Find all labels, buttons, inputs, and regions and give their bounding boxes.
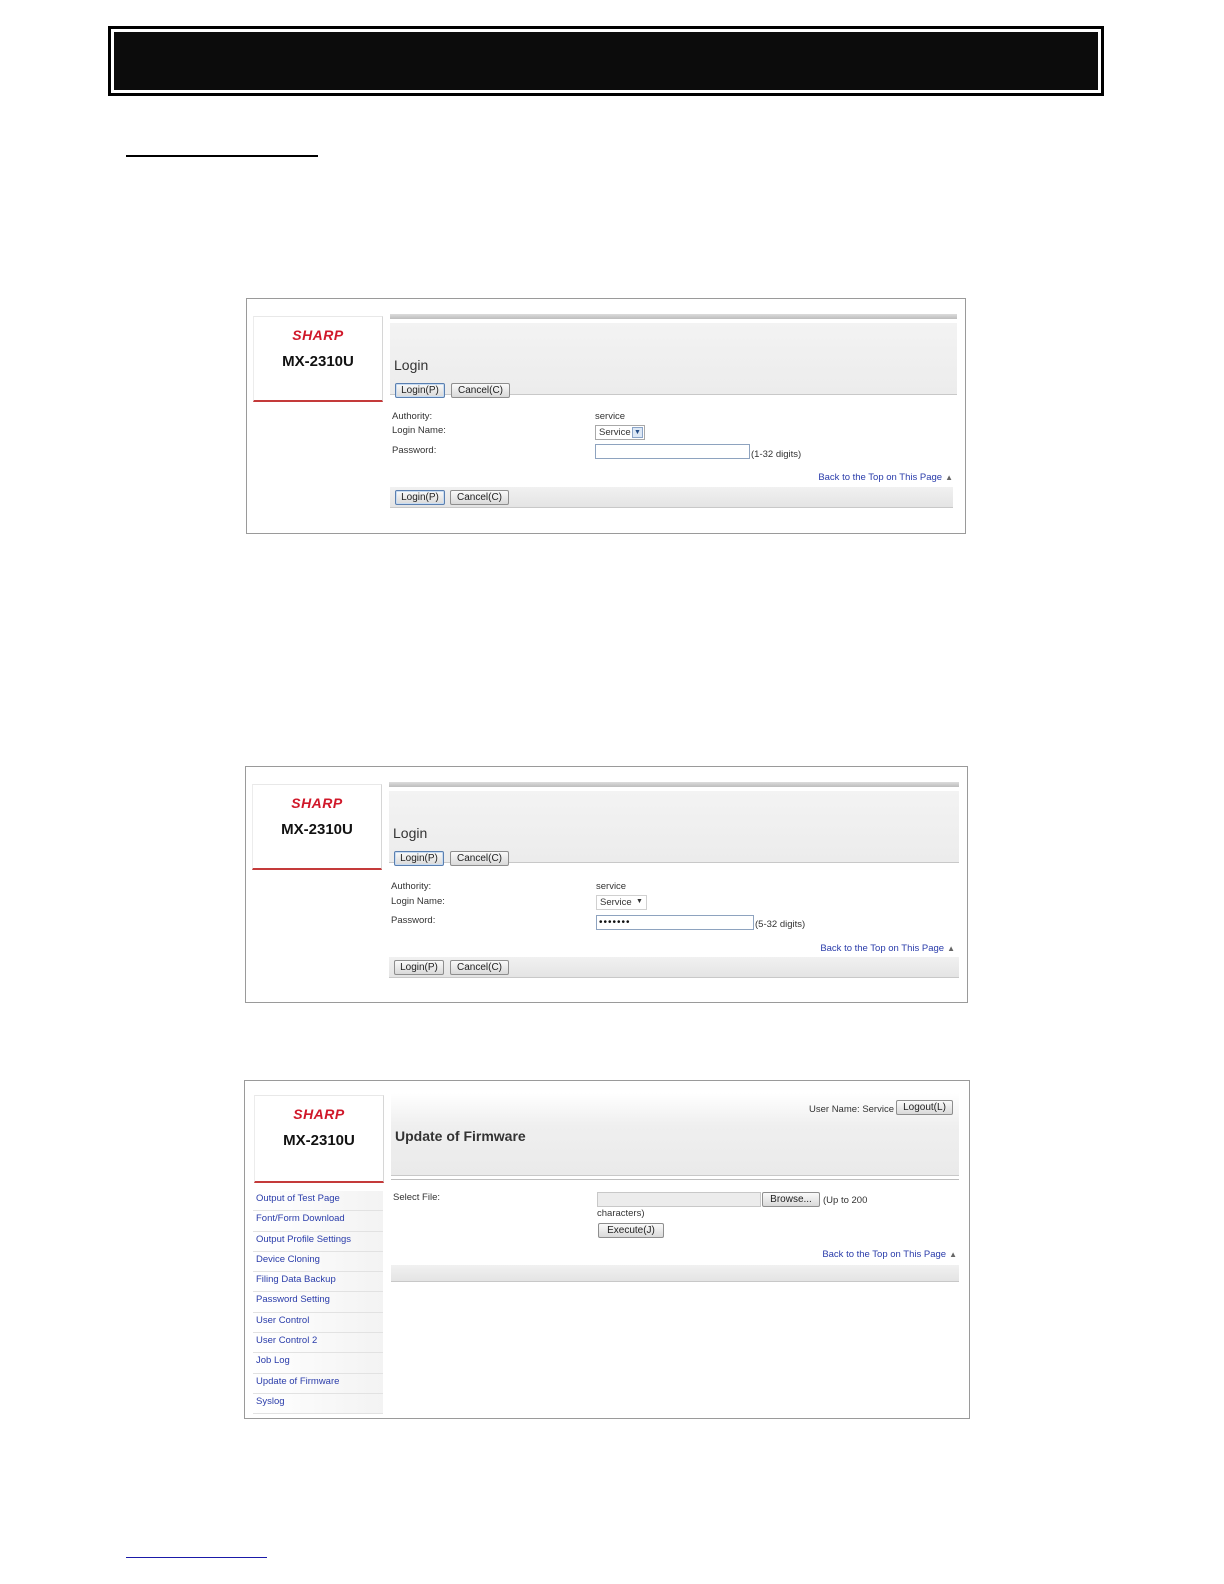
top-rule bbox=[389, 782, 959, 787]
sharp-logo: SHARP bbox=[291, 795, 343, 811]
chevron-down-icon: ▼ bbox=[636, 898, 643, 905]
back-to-top-link[interactable] bbox=[822, 1249, 957, 1260]
login-name-value: Service bbox=[600, 897, 632, 908]
triangle-up-icon: ▲ bbox=[949, 1250, 957, 1259]
back-to-top-link[interactable] bbox=[820, 943, 955, 954]
logo-panel bbox=[252, 784, 382, 870]
footer-link-underline bbox=[126, 1557, 267, 1558]
login-button-bottom[interactable]: Login(P) bbox=[394, 960, 444, 975]
login-name-label: Login Name: bbox=[392, 425, 446, 436]
top-rule bbox=[390, 314, 957, 319]
nav-user-control[interactable]: User Control bbox=[253, 1313, 383, 1333]
chevron-down-icon: ▼ bbox=[632, 427, 643, 438]
password-label: Password: bbox=[392, 445, 437, 456]
nav-font-form-download[interactable]: Font/Form Download bbox=[253, 1211, 383, 1231]
page-title: Login bbox=[394, 357, 429, 373]
file-path-field[interactable] bbox=[597, 1192, 761, 1207]
authority-label: Authority: bbox=[392, 411, 433, 422]
sharp-logo: SHARP bbox=[292, 327, 344, 343]
login-screenshot-1 bbox=[246, 298, 966, 534]
triangle-up-icon: ▲ bbox=[945, 473, 953, 482]
password-field[interactable] bbox=[595, 444, 750, 459]
main-panel bbox=[390, 314, 957, 503]
back-to-top-text: Back to the Top on This Page bbox=[818, 472, 943, 483]
firmware-update-screenshot bbox=[244, 1080, 970, 1419]
logo-panel bbox=[254, 1095, 384, 1183]
nav-syslog[interactable]: Syslog bbox=[253, 1394, 383, 1414]
triangle-up-icon: ▲ bbox=[947, 944, 955, 953]
sharp-logo: SHARP bbox=[293, 1106, 345, 1122]
nav-output-profile-settings[interactable]: Output Profile Settings bbox=[253, 1232, 383, 1252]
back-to-top-text: Back to the Top on This Page bbox=[820, 943, 945, 954]
cancel-button[interactable]: Cancel(C) bbox=[450, 851, 509, 866]
nav-filing-data-backup[interactable]: Filing Data Backup bbox=[253, 1272, 383, 1292]
login-name-value: Service bbox=[599, 427, 631, 438]
heading-underline bbox=[126, 155, 318, 157]
cancel-button[interactable]: Cancel(C) bbox=[451, 383, 510, 398]
logout-button[interactable]: Logout(L) bbox=[896, 1100, 953, 1115]
authority-value: service bbox=[596, 881, 627, 892]
title-separator bbox=[391, 1179, 959, 1180]
password-label: Password: bbox=[391, 915, 436, 926]
model-name: MX-2310U bbox=[281, 821, 353, 838]
authority-value: service bbox=[595, 411, 626, 422]
password-hint: (5-32 digits) bbox=[755, 919, 806, 930]
nav-device-cloning[interactable]: Device Cloning bbox=[253, 1252, 383, 1272]
cancel-button-bottom[interactable]: Cancel(C) bbox=[450, 960, 509, 975]
logo-panel bbox=[253, 316, 383, 402]
login-button[interactable]: Login(P) bbox=[395, 383, 445, 398]
side-navigation bbox=[253, 1191, 383, 1414]
main-panel bbox=[391, 1093, 959, 1260]
nav-job-log[interactable]: Job Log bbox=[253, 1353, 383, 1373]
authority-label: Authority: bbox=[391, 881, 432, 892]
file-hint-line2: characters) bbox=[597, 1208, 645, 1219]
model-name: MX-2310U bbox=[282, 353, 354, 370]
login-screenshot-2 bbox=[245, 766, 968, 1003]
select-file-label: Select File: bbox=[393, 1192, 440, 1203]
main-panel bbox=[389, 782, 959, 973]
execute-button[interactable]: Execute(J) bbox=[598, 1223, 664, 1238]
password-field[interactable]: ••••••• bbox=[596, 915, 754, 930]
nav-password-setting[interactable]: Password Setting bbox=[253, 1292, 383, 1312]
document-header-bar bbox=[108, 26, 1104, 96]
nav-update-of-firmware[interactable]: Update of Firmware bbox=[253, 1374, 383, 1394]
bottom-bar bbox=[391, 1265, 959, 1282]
password-hint: (1-32 digits) bbox=[751, 449, 802, 460]
file-hint-line1: (Up to 200 bbox=[823, 1195, 868, 1206]
login-button[interactable]: Login(P) bbox=[394, 851, 444, 866]
login-button-bottom[interactable]: Login(P) bbox=[395, 490, 445, 505]
user-name-label: User Name: Service bbox=[809, 1104, 894, 1115]
back-to-top-link[interactable] bbox=[818, 472, 953, 483]
login-name-select[interactable] bbox=[596, 895, 647, 910]
cancel-button-bottom[interactable]: Cancel(C) bbox=[450, 490, 509, 505]
header-bar-fill bbox=[114, 32, 1098, 90]
model-name: MX-2310U bbox=[283, 1132, 355, 1149]
nav-user-control-2[interactable]: User Control 2 bbox=[253, 1333, 383, 1353]
login-name-select[interactable] bbox=[595, 425, 645, 440]
browse-button[interactable]: Browse... bbox=[762, 1192, 820, 1207]
login-name-label: Login Name: bbox=[391, 896, 445, 907]
page-title: Update of Firmware bbox=[395, 1128, 526, 1144]
nav-output-of-test-page[interactable]: Output of Test Page bbox=[253, 1191, 383, 1211]
title-panel bbox=[391, 1093, 959, 1176]
back-to-top-text: Back to the Top on This Page bbox=[822, 1249, 947, 1260]
page-title: Login bbox=[393, 825, 428, 841]
